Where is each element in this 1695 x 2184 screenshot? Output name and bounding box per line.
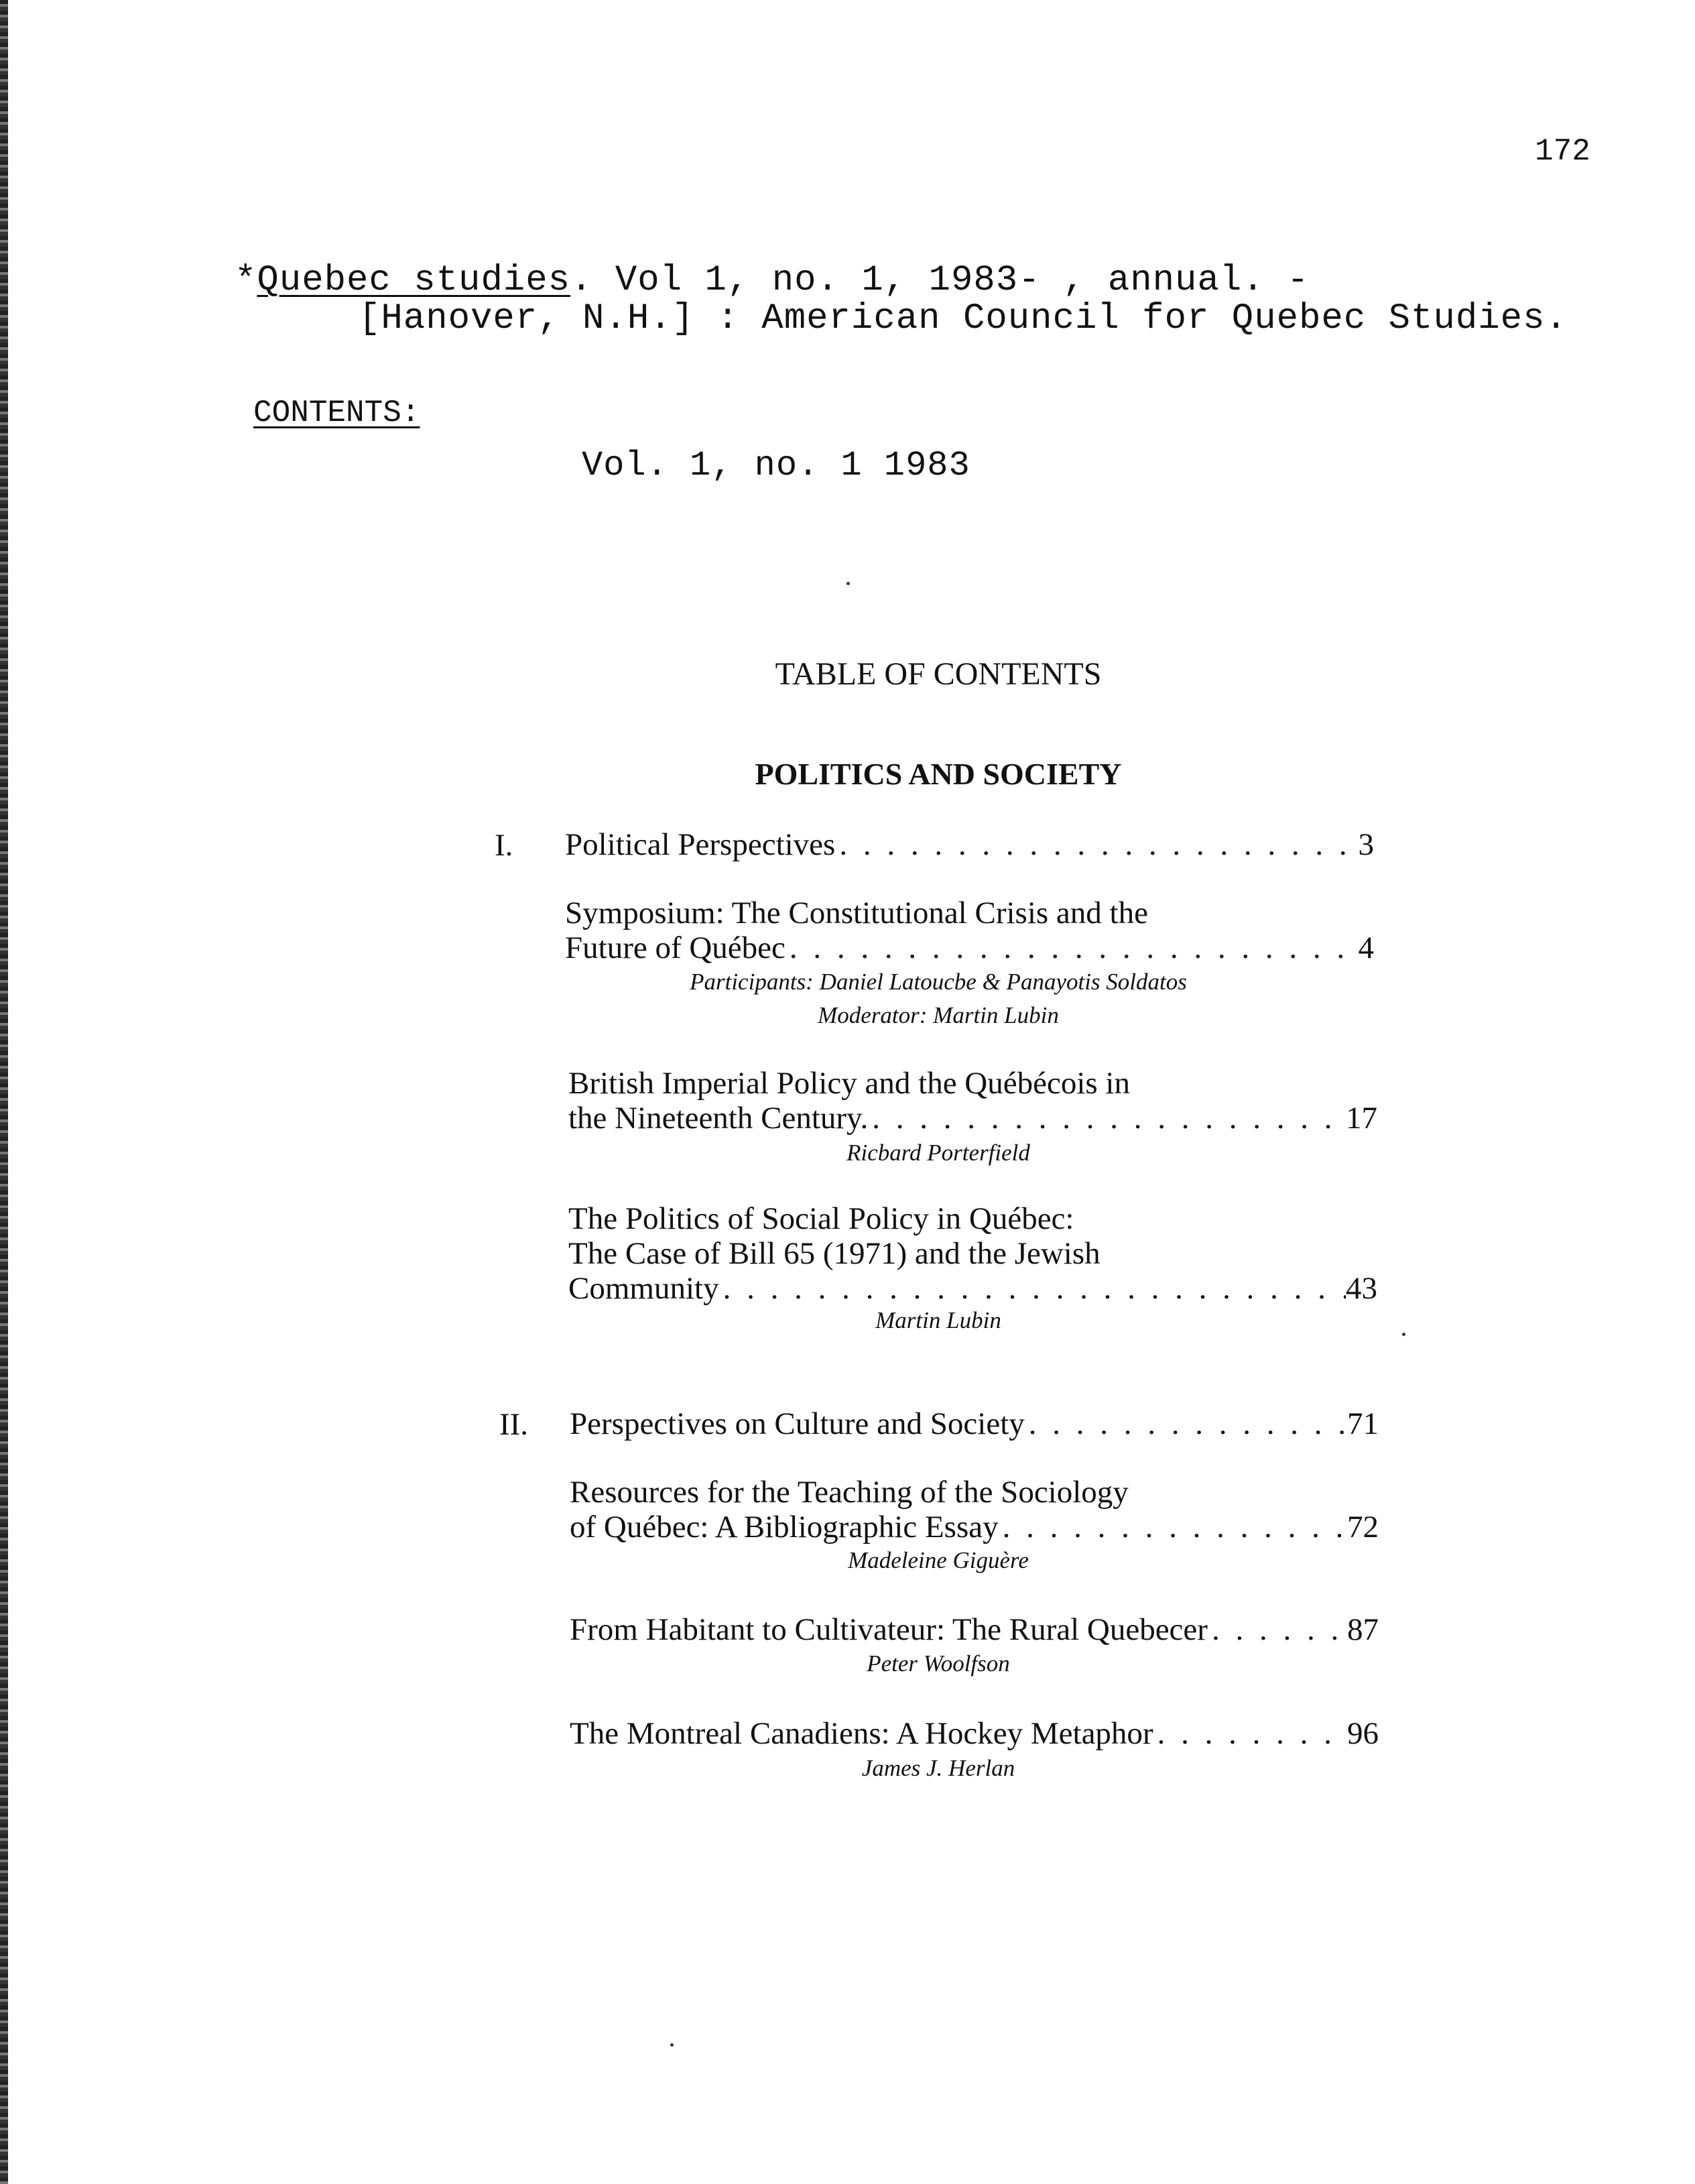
entry-page: 71 xyxy=(1347,1406,1379,1441)
entry-title-line: British Imperial Policy and the Québécois in xyxy=(568,1066,1130,1101)
scan-speck xyxy=(1402,1333,1405,1336)
entry-author: James J. Herlan xyxy=(861,1755,1015,1781)
toc-entry-symposium xyxy=(565,896,1374,965)
entry-title-line: the Nineteenth Century. xyxy=(568,1101,869,1136)
entry-page: 3 xyxy=(1358,827,1374,862)
entry-title-line: From Habitant to Cultivateur: The Rural Quebecer xyxy=(570,1612,1208,1647)
toc-entry-canadiens xyxy=(570,1716,1379,1751)
entry-title: Perspectives on Culture and Society xyxy=(570,1406,1025,1441)
entry-title-line: The Politics of Social Policy in Québec: xyxy=(568,1201,1074,1236)
toc-entry-part-1 xyxy=(565,827,1374,862)
section-title: POLITICS AND SOCIETY xyxy=(755,757,1122,791)
entry-page: 96 xyxy=(1347,1716,1379,1751)
volume-line: Vol. 1, no. 1 1983 xyxy=(582,446,970,485)
entry-author: Peter Woolfson xyxy=(867,1650,1010,1677)
entry-title-line: Symposium: The Constitutional Crisis and the xyxy=(565,896,1148,930)
toc-title: TABLE OF CONTENTS xyxy=(775,656,1102,692)
entry-title-line: Community xyxy=(568,1271,719,1306)
entry-page: 87 xyxy=(1347,1612,1379,1647)
entry-title: Political Perspectives xyxy=(565,827,836,862)
entry-title-line: The Montreal Canadiens: A Hockey Metaphor xyxy=(570,1716,1153,1751)
toc-entry-habitant xyxy=(570,1612,1379,1647)
entry-author: Moderator: Martin Lubin xyxy=(818,1002,1059,1028)
scan-speck xyxy=(846,582,850,585)
scanned-binding-edge xyxy=(0,0,8,2184)
contents-label: CONTENTS: xyxy=(253,396,420,430)
entry-page: 43 xyxy=(1346,1271,1377,1306)
entry-author: Martin Lubin xyxy=(875,1307,1001,1333)
entry-title-line: of Québec: A Bibliographic Essay xyxy=(570,1510,999,1544)
toc-entry-british-imperial-policy xyxy=(568,1066,1377,1136)
entry-title-line: Resources for the Teaching of the Sociology xyxy=(570,1475,1129,1510)
entry-title-line: The Case of Bill 65 (1971) and the Jewish xyxy=(568,1236,1101,1271)
catalog-publisher: [Hanover, N.H.] : American Council for Quebec Studies. xyxy=(359,298,1568,339)
page-number: 172 xyxy=(1535,134,1590,169)
catalog-title-line xyxy=(235,260,1309,301)
part-numeral: II. xyxy=(499,1407,529,1442)
toc-entry-politics-social-policy xyxy=(568,1201,1377,1306)
entry-author: Ricbard Porterfield xyxy=(846,1140,1030,1166)
toc-entry-resources xyxy=(570,1475,1379,1544)
catalog-title: Quebec studies xyxy=(257,260,571,301)
part-numeral: I. xyxy=(495,828,513,863)
title-marker: * xyxy=(235,260,257,301)
catalog-volume-info: . Vol 1, no. 1, 1983- , annual. - xyxy=(570,260,1310,301)
scan-speck xyxy=(670,2043,674,2047)
entry-author: Participants: Daniel Latoucbe & Panayotis Soldatos xyxy=(690,969,1187,995)
entry-author: Madeleine Giguère xyxy=(848,1547,1029,1573)
entry-title-line: Future of Québec xyxy=(565,930,786,965)
toc-entry-part-2 xyxy=(570,1406,1379,1441)
entry-page: 72 xyxy=(1347,1510,1379,1544)
entry-page: 4 xyxy=(1358,930,1374,965)
entry-page: 17 xyxy=(1346,1101,1377,1136)
